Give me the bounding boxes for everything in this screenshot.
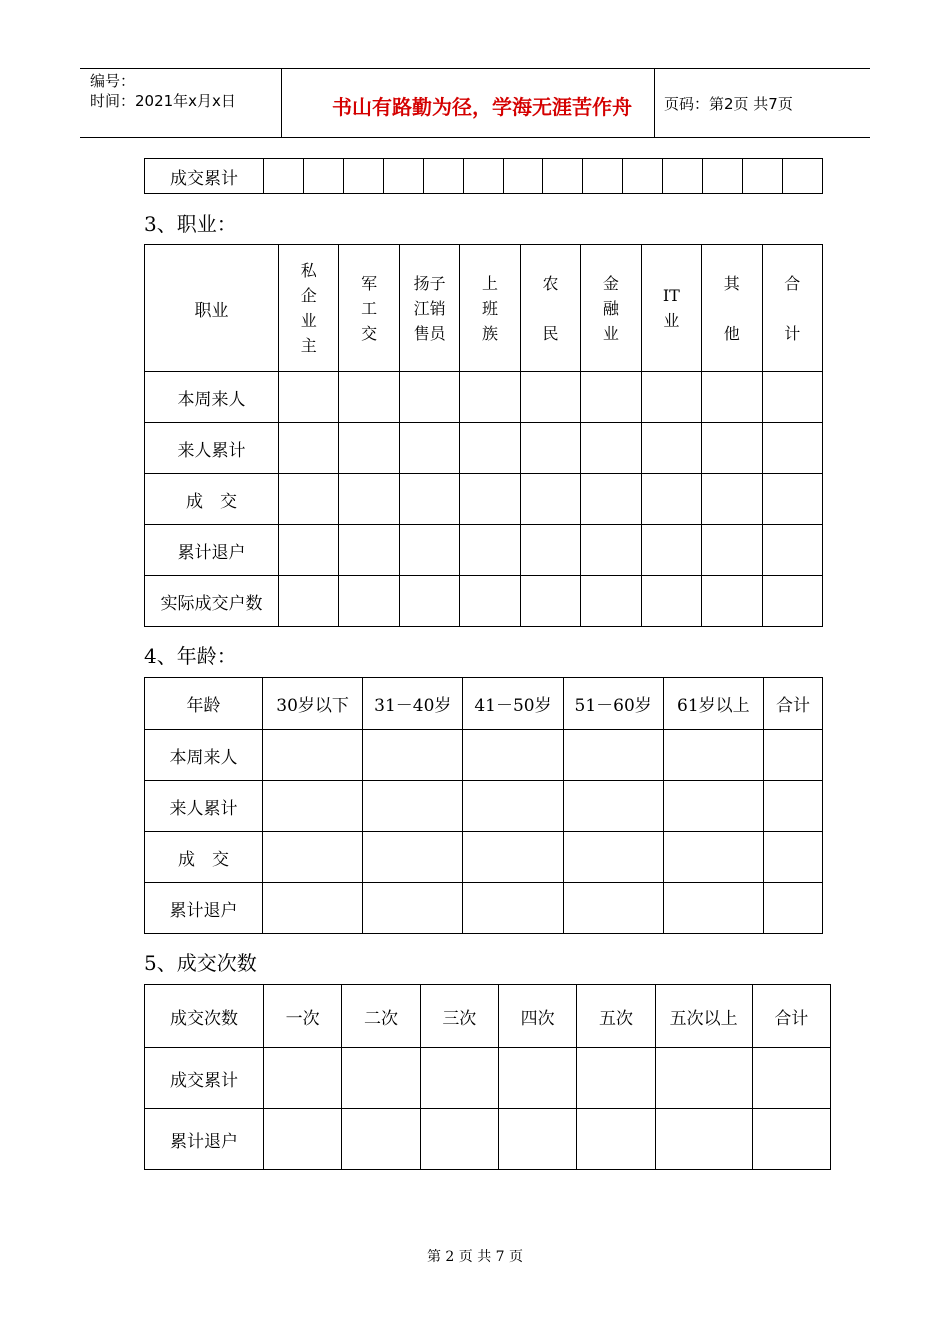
header-line: 融: [602, 298, 619, 318]
column-header: 30岁以下: [263, 678, 363, 730]
empty-cell: [641, 372, 701, 423]
header-line: 售员: [413, 323, 446, 343]
row-label: 来人累计: [145, 781, 263, 832]
column-header: [339, 245, 399, 372]
empty-cell: [423, 159, 463, 194]
header-line: 工: [361, 298, 378, 318]
empty-cell: [702, 525, 762, 576]
empty-cell: [520, 474, 580, 525]
header-line: 班: [482, 298, 499, 318]
empty-cell: [460, 423, 520, 474]
header-line: 主: [300, 336, 317, 355]
empty-cell: [762, 372, 823, 423]
header-line: 上: [482, 273, 499, 293]
empty-cell: [263, 730, 363, 781]
header-page-info: 页码：第2页 共7页: [664, 95, 793, 113]
column-header: [762, 245, 823, 372]
empty-cell: [279, 372, 339, 423]
row-label: 实际成交户数: [145, 576, 279, 627]
header-line: 金: [602, 273, 619, 293]
header-motto: 书山有路勤为径，学海无涯苦作舟: [332, 95, 632, 119]
empty-cell: [663, 159, 703, 194]
empty-cell: [279, 525, 339, 576]
empty-cell: [520, 576, 580, 627]
row-label: 成 交: [145, 832, 263, 883]
empty-cell: [581, 474, 641, 525]
empty-cell: [762, 474, 823, 525]
empty-cell: [399, 372, 459, 423]
empty-cell: [498, 1048, 576, 1109]
column-header: 五次以上: [655, 985, 752, 1048]
header-line: 交: [361, 323, 378, 343]
empty-cell: [641, 423, 701, 474]
empty-cell: [764, 883, 823, 934]
page-footer: 第 2 页 共 7 页: [426, 1249, 524, 1265]
empty-cell: [641, 474, 701, 525]
empty-cell: [752, 1048, 830, 1109]
empty-cell: [583, 159, 623, 194]
header-divider: [281, 69, 282, 137]
row-label: 来人累计: [145, 423, 279, 474]
table-row: [145, 372, 823, 423]
table-row: [145, 576, 823, 627]
empty-cell: [623, 159, 663, 194]
header-line: 他: [723, 323, 740, 343]
empty-cell: [460, 372, 520, 423]
empty-cell: [577, 1109, 655, 1170]
empty-cell: [641, 576, 701, 627]
empty-cell: [342, 1109, 420, 1170]
empty-cell: [520, 423, 580, 474]
header-line: IT: [662, 286, 680, 305]
empty-cell: [520, 525, 580, 576]
empty-cell: [577, 1048, 655, 1109]
empty-cell: [703, 159, 743, 194]
row-label: 累计退户: [145, 1109, 264, 1170]
empty-cell: [543, 159, 583, 194]
column-header: [520, 245, 580, 372]
header-line: 业: [663, 311, 680, 330]
empty-cell: [503, 159, 543, 194]
row-label: 本周来人: [145, 372, 279, 423]
column-header: [460, 245, 520, 372]
row-label: 累计退户: [145, 525, 279, 576]
empty-cell: [343, 159, 383, 194]
empty-cell: [339, 474, 399, 525]
empty-cell: [762, 423, 823, 474]
column-header: 41－50岁: [463, 678, 563, 730]
header-line: 江销: [413, 298, 446, 318]
empty-cell: [498, 1109, 576, 1170]
empty-cell: [399, 474, 459, 525]
header-line: [702, 296, 761, 321]
empty-cell: [702, 423, 762, 474]
section-title-occupation: 3、职业：: [144, 212, 237, 236]
row-label: 本周来人: [145, 730, 263, 781]
empty-cell: [363, 832, 463, 883]
empty-cell: [764, 832, 823, 883]
header-line: 私: [300, 261, 317, 280]
column-header: 成交次数: [145, 985, 264, 1048]
column-header: 四次: [498, 985, 576, 1048]
column-header: [279, 245, 339, 372]
column-header: 61岁以上: [663, 678, 763, 730]
empty-cell: [563, 883, 663, 934]
column-header: [641, 245, 701, 372]
empty-cell: [563, 730, 663, 781]
column-header: 三次: [420, 985, 498, 1048]
section-title-age: 4、年龄：: [144, 644, 237, 668]
empty-cell: [339, 576, 399, 627]
header-line: 合: [784, 273, 801, 293]
column-header: [399, 245, 459, 372]
empty-cell: [463, 781, 563, 832]
table-row: [145, 525, 823, 576]
table-row: [145, 1048, 831, 1109]
column-header: 一次: [264, 985, 342, 1048]
row-label: 成交累计: [145, 1048, 264, 1109]
empty-cell: [339, 423, 399, 474]
empty-cell: [463, 730, 563, 781]
empty-cell: [264, 159, 304, 194]
header-line: 农: [542, 273, 559, 293]
row-label: 累计退户: [145, 883, 263, 934]
header-line: 军: [361, 273, 378, 293]
header-divider: [654, 69, 655, 137]
empty-cell: [581, 576, 641, 627]
empty-cell: [702, 474, 762, 525]
time-label: 时间：2021年x月x日: [90, 92, 236, 110]
empty-cell: [520, 372, 580, 423]
empty-cell: [655, 1109, 752, 1170]
empty-cell: [420, 1109, 498, 1170]
empty-cell: [263, 781, 363, 832]
empty-cell: [563, 832, 663, 883]
empty-cell: [279, 423, 339, 474]
empty-cell: [782, 159, 822, 194]
empty-cell: [263, 832, 363, 883]
empty-cell: [762, 525, 823, 576]
empty-cell: [363, 781, 463, 832]
empty-cell: [702, 576, 762, 627]
empty-cell: [264, 1109, 342, 1170]
table-row: [145, 159, 823, 194]
empty-cell: [641, 525, 701, 576]
empty-cell: [420, 1048, 498, 1109]
empty-cell: [752, 1109, 830, 1170]
header-line: [521, 296, 580, 321]
header-line: 族: [482, 323, 499, 343]
column-header: 合计: [764, 678, 823, 730]
header-line: 其: [723, 273, 740, 293]
occupation-table: [144, 244, 823, 627]
table-row: [145, 474, 823, 525]
column-header: 31－40岁: [363, 678, 463, 730]
empty-cell: [663, 730, 763, 781]
empty-cell: [463, 832, 563, 883]
header-line: 民: [542, 323, 559, 343]
empty-cell: [764, 730, 823, 781]
header-line: 扬子: [413, 273, 446, 293]
page-header: [80, 68, 870, 138]
empty-cell: [399, 423, 459, 474]
table-row: [145, 781, 823, 832]
empty-cell: [663, 883, 763, 934]
empty-cell: [663, 781, 763, 832]
empty-cell: [463, 159, 503, 194]
empty-cell: [279, 576, 339, 627]
empty-cell: [363, 883, 463, 934]
number-label: 编号：: [90, 72, 136, 90]
empty-cell: [762, 576, 823, 627]
column-header: [702, 245, 762, 372]
header-line: 业: [300, 311, 317, 330]
header-line: [763, 296, 823, 321]
section-title-deals: 5、成交次数: [144, 951, 257, 975]
column-header: 合计: [752, 985, 830, 1048]
header-line: 企: [300, 286, 317, 305]
continuation-table: [144, 158, 823, 194]
empty-cell: [399, 525, 459, 576]
column-header: 职业: [145, 245, 279, 372]
empty-cell: [563, 781, 663, 832]
empty-cell: [303, 159, 343, 194]
table-row: [145, 423, 823, 474]
row-label: 成交累计: [145, 159, 264, 194]
empty-cell: [581, 372, 641, 423]
age-table: [144, 677, 823, 934]
table-row: [145, 883, 823, 934]
table-header-row: [145, 678, 823, 730]
empty-cell: [460, 474, 520, 525]
empty-cell: [764, 781, 823, 832]
table-row: [145, 1109, 831, 1170]
table-row: [145, 730, 823, 781]
header-meta: [90, 71, 236, 111]
empty-cell: [383, 159, 423, 194]
empty-cell: [399, 576, 459, 627]
empty-cell: [663, 832, 763, 883]
empty-cell: [339, 372, 399, 423]
empty-cell: [264, 1048, 342, 1109]
column-header: 二次: [342, 985, 420, 1048]
column-header: 51－60岁: [563, 678, 663, 730]
empty-cell: [655, 1048, 752, 1109]
row-label: 成 交: [145, 474, 279, 525]
empty-cell: [581, 525, 641, 576]
empty-cell: [339, 525, 399, 576]
empty-cell: [363, 730, 463, 781]
empty-cell: [342, 1048, 420, 1109]
empty-cell: [463, 883, 563, 934]
header-line: 业: [602, 323, 619, 343]
empty-cell: [702, 372, 762, 423]
empty-cell: [460, 525, 520, 576]
deal-count-table: [144, 984, 831, 1170]
empty-cell: [279, 474, 339, 525]
table-header-row: [145, 985, 831, 1048]
empty-cell: [263, 883, 363, 934]
column-header: 年龄: [145, 678, 263, 730]
empty-cell: [743, 159, 783, 194]
column-header: [581, 245, 641, 372]
empty-cell: [460, 576, 520, 627]
header-line: 计: [784, 323, 801, 343]
table-row: [145, 832, 823, 883]
column-header: 五次: [577, 985, 655, 1048]
table-header-row: [145, 245, 823, 372]
empty-cell: [581, 423, 641, 474]
